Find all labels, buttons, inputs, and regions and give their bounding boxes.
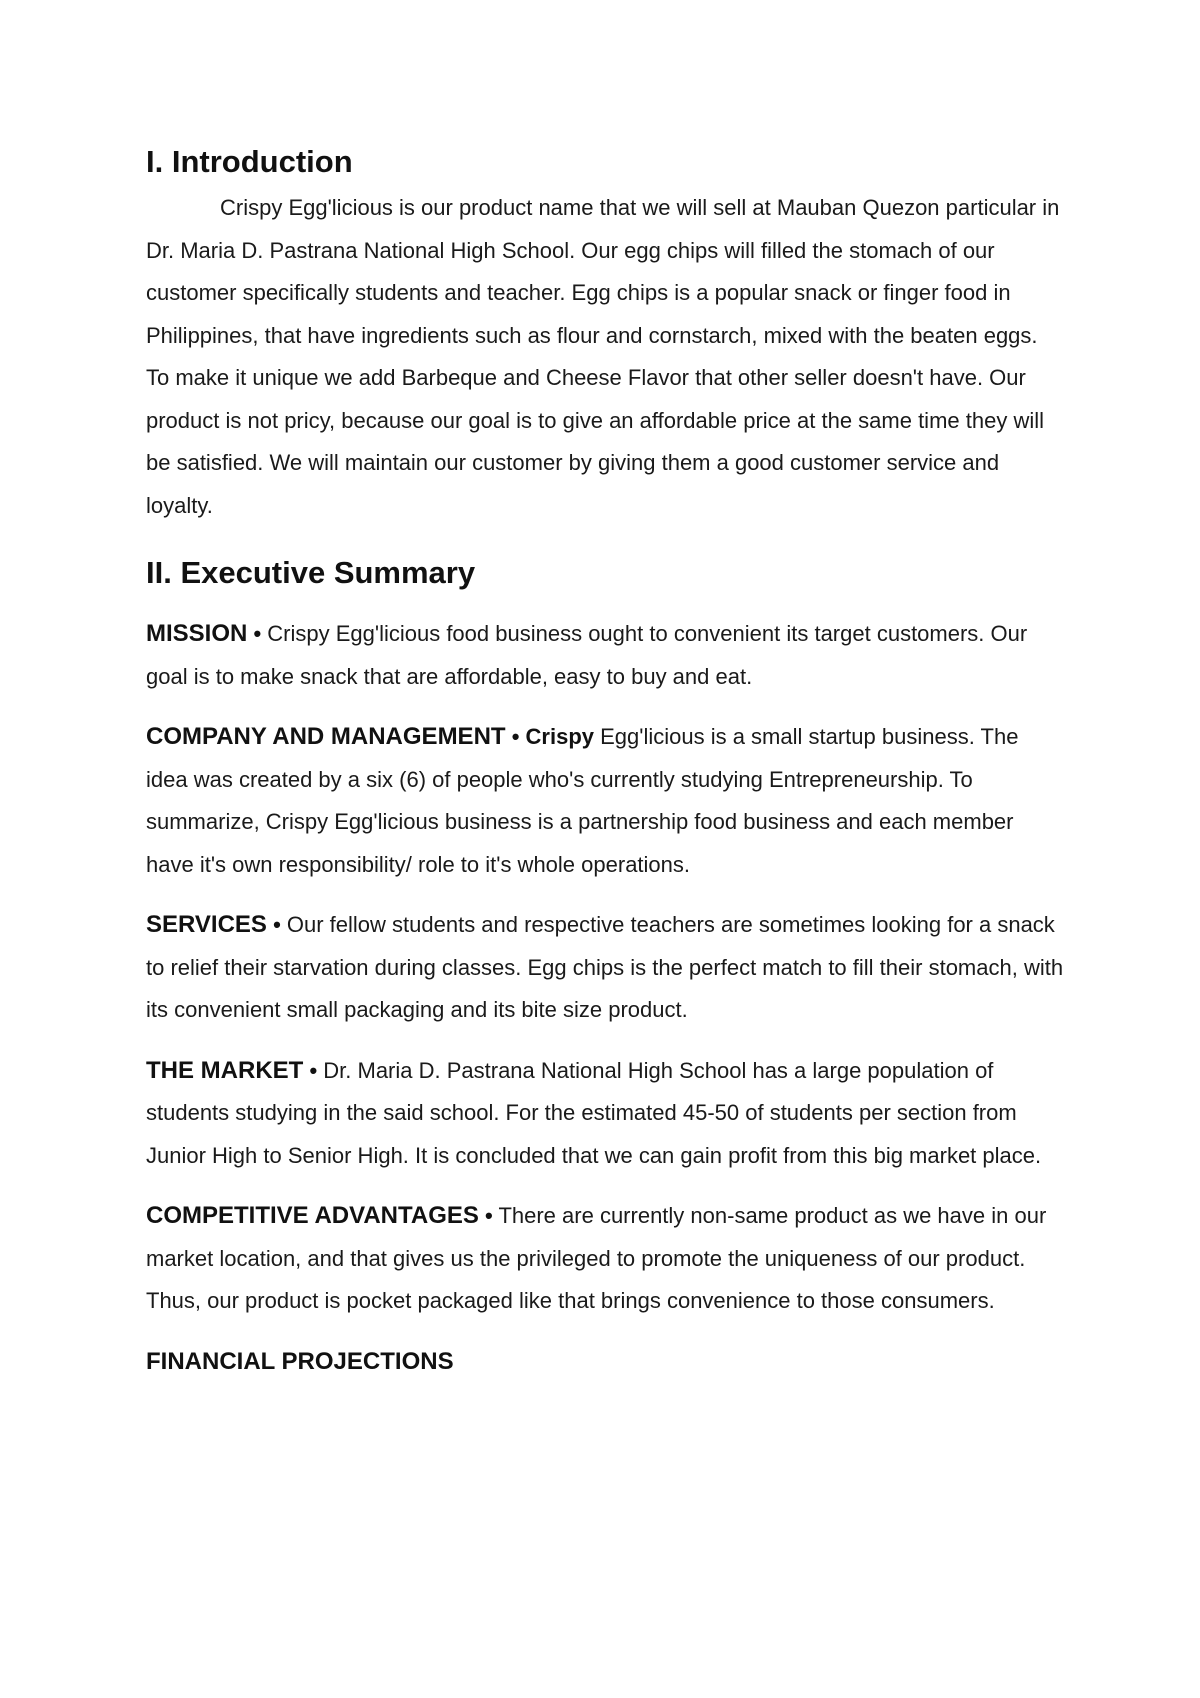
document-page bbox=[146, 142, 1066, 1383]
market-text: Dr. Maria D. Pastrana National High School has a large population of students studying in the said school. For the estimated 45-50 of students per section from Junior High to Senior High. It is concluded that we can gain profit from this big market place. bbox=[146, 1057, 1042, 1168]
market-label: THE MARKET bbox=[146, 1056, 304, 1084]
competitive-advantages-item bbox=[146, 1195, 1066, 1323]
market-item bbox=[146, 1050, 1066, 1178]
bullet-icon: • bbox=[253, 621, 262, 646]
competitive-advantages-text: There are currently non-same product as we have in our market location, and that gives us the privileged to promote the uniqueness of our product. Thus, our product is pocket packaged like that brings convenience to those consumers. bbox=[146, 1203, 1047, 1313]
bullet-icon: • bbox=[309, 1057, 318, 1083]
introduction-paragraph: Crispy Egg'licious is our product name that we will sell at Mauban Quezon particular in Dr. Maria D. Pastrana National High School. Our egg chips will filled the stomach of our customer specifically students and teacher. Egg chips is a popular snack or finger food in Philippines, that have ingredients such as flour and cornstarch, mixed with the beaten eggs. To make it unique we add Barbeque and Cheese Flavor that other seller doesn't have. Our product is not pricy, because our goal is to give an affordable price at the same time they will be satisfied. We will maintain our customer by giving them a good customer service and loyalty. bbox=[146, 195, 1060, 518]
introduction-heading: I. Introduction bbox=[146, 144, 353, 179]
financial-projections-heading: FINANCIAL PROJECTIONS bbox=[146, 1347, 454, 1375]
services-label: SERVICES bbox=[146, 911, 267, 938]
competitive-advantages-label: COMPETITIVE ADVANTAGES bbox=[146, 1202, 479, 1229]
bullet-icon: • bbox=[485, 1203, 493, 1228]
executive-summary-heading: II. Executive Summary bbox=[146, 555, 476, 590]
bullet-icon: • bbox=[511, 724, 520, 749]
company-management-item bbox=[146, 716, 1066, 886]
mission-item bbox=[146, 613, 1066, 698]
services-text: Our fellow students and respective teachers are sometimes looking for a snack to relief their starvation during classes. Egg chips is the perfect match to fill their stomach, with its convenient small packaging and its bite size product. bbox=[146, 912, 1064, 1022]
company-management-text: Egg'licious is a small startup business. The idea was created by a six (6) of people who's currently studying Entrepreneurship. To summarize, Crispy Egg'licious business is a partnership food business and each member have it's own responsibility/ role to it's whole operations. bbox=[146, 724, 1019, 877]
company-management-label: COMPANY AND MANAGEMENT bbox=[146, 723, 506, 750]
mission-text: Crispy Egg'licious food business ought to convenient its target customers. Our goal is to make snack that are affordable, easy to buy and eat. bbox=[146, 621, 1028, 689]
mission-label: MISSION bbox=[146, 620, 248, 647]
bullet-icon: • bbox=[273, 912, 281, 937]
company-management-lead: Crispy bbox=[525, 724, 594, 749]
services-item bbox=[146, 904, 1066, 1032]
